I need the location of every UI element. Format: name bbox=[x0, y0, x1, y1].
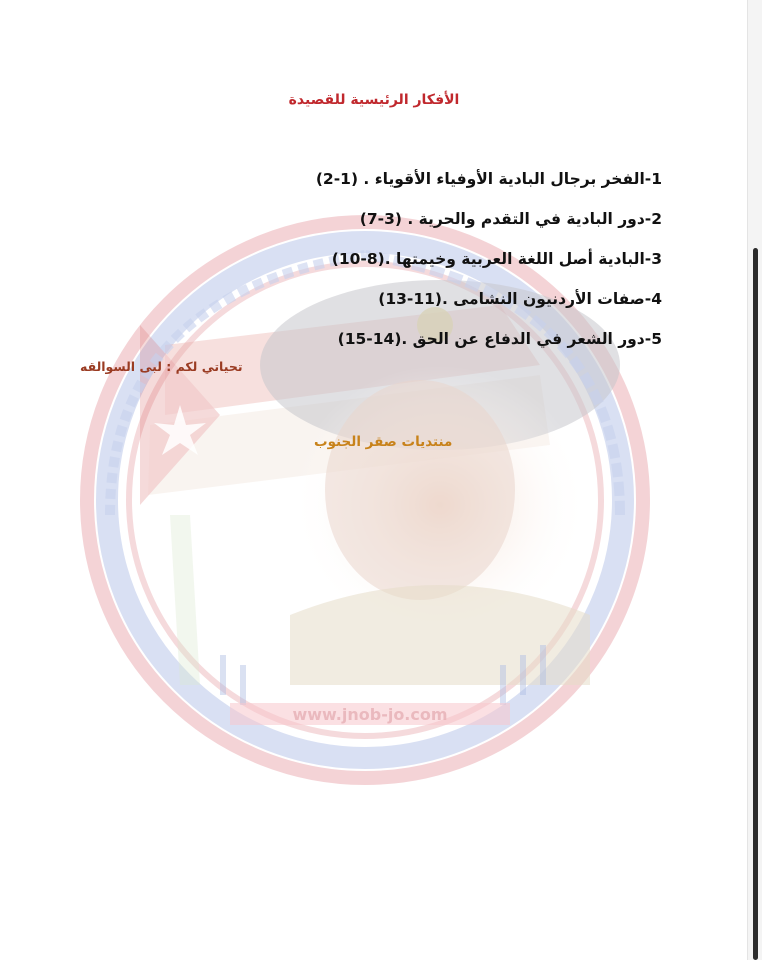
document-title: الأفكار الرئيسية للقصيدة bbox=[288, 92, 460, 108]
forum-name: منتديات صقر الجنوب bbox=[314, 434, 453, 450]
list-item: 1-الفخر برجال البادية الأوفياء الأقوياء . (1-2) bbox=[315, 170, 662, 188]
ideas-list bbox=[316, 168, 662, 368]
list-item: 2-دور البادية في التقدم والحرية . (3-7) bbox=[359, 210, 662, 228]
list-item: 3-البادية أصل اللغة العربية وخيمتها .(8-10) bbox=[331, 250, 662, 268]
logo-url-text: www.jnob-jo.com bbox=[292, 705, 448, 724]
vertical-scrollbar[interactable] bbox=[747, 0, 762, 960]
greeting-signature: تحياتي لكم : لبى السوالقه bbox=[80, 359, 243, 374]
list-item: 4-صفات الأردنيون النشامى .(11-13) bbox=[378, 290, 662, 308]
scrollbar-thumb[interactable] bbox=[753, 248, 758, 960]
list-item: 5-دور الشعر في الدفاع عن الحق .(14-15) bbox=[337, 330, 662, 348]
